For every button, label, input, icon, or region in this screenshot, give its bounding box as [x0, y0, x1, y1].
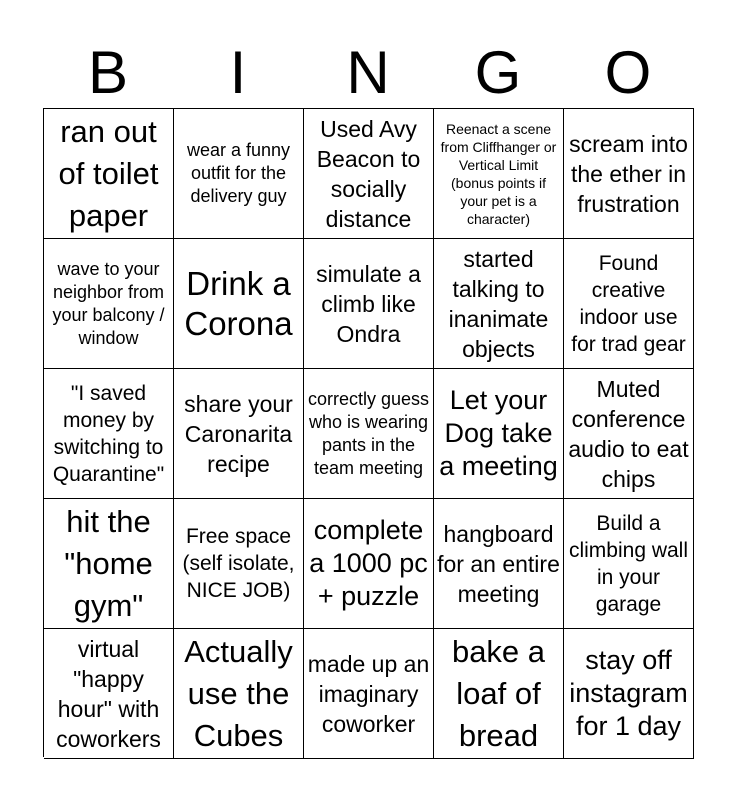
bingo-cell-text: "I saved money by switching to Quarantine"	[52, 381, 165, 486]
bingo-cell-text: Let your Dog take a meeting	[439, 385, 558, 481]
bingo-header	[43, 38, 693, 108]
bingo-cell-r3-c5[interactable]	[564, 369, 694, 499]
bingo-cell-text: ran out of toilet paper	[58, 113, 159, 233]
bingo-cell-r4-c2[interactable]	[174, 499, 304, 629]
bingo-cell-r2-c1[interactable]	[44, 239, 174, 369]
bingo-grid	[43, 108, 694, 757]
bingo-cell-text: made up an imaginary coworker	[307, 650, 430, 737]
bingo-cell-r2-c5[interactable]	[564, 239, 694, 369]
header-letter-i: I	[229, 39, 247, 106]
bingo-cell-r5-c5[interactable]	[564, 629, 694, 759]
bingo-cell-text: hit the "home gym"	[64, 503, 153, 623]
bingo-cell-text: hangboard for an entire meeting	[437, 520, 560, 607]
bingo-cell-text: virtual "happy hour" with coworkers	[56, 635, 161, 752]
bingo-cell-text: scream into the ether in frustration	[569, 130, 688, 217]
bingo-cell-text: bake a loaf of bread	[451, 633, 546, 753]
bingo-cell-r5-c2[interactable]	[174, 629, 304, 759]
bingo-cell-text: Reenact a scene from Cliffhanger or Vertical Limit (bonus points if your pet is a character)	[440, 120, 557, 227]
bingo-cell-text: correctly guess who is wearing pants in the team meeting	[307, 388, 430, 478]
bingo-cell-r1-c5[interactable]	[564, 109, 694, 239]
bingo-cell-r4-c1[interactable]	[44, 499, 174, 629]
bingo-cell-r2-c2[interactable]	[174, 239, 304, 369]
bingo-cell-r3-c2[interactable]	[174, 369, 304, 499]
bingo-cell-r2-c4[interactable]	[434, 239, 564, 369]
bingo-cell-r5-c4[interactable]	[434, 629, 564, 759]
bingo-cell-r4-c3[interactable]	[304, 499, 434, 629]
bingo-cell-r3-c1[interactable]	[44, 369, 174, 499]
bingo-cell-text: Actually use the Cubes	[184, 633, 293, 753]
bingo-cell-r3-c3[interactable]	[304, 369, 434, 499]
bingo-cell-text: Used Avy Beacon to socially distance	[316, 115, 421, 232]
bingo-cell-text: wave to your neighbor from your balcony / window	[52, 258, 165, 348]
bingo-cell-r4-c4[interactable]	[434, 499, 564, 629]
bingo-cell-text: Muted conference audio to eat chips	[568, 375, 689, 492]
bingo-cell-r3-c4[interactable]	[434, 369, 564, 499]
bingo-cell-text: complete a 1000 pc + puzzle	[309, 515, 428, 611]
bingo-cell-text: Build a climbing wall in your garage	[568, 511, 689, 616]
header-letter-g: G	[474, 39, 522, 106]
bingo-cell-r1-c2[interactable]	[174, 109, 304, 239]
bingo-cell-r1-c1[interactable]	[44, 109, 174, 239]
bingo-cell-r5-c3[interactable]	[304, 629, 434, 759]
bingo-cell-text: share your Caronarita recipe	[184, 390, 293, 477]
bingo-cell-text: simulate a climb like Ondra	[316, 260, 421, 347]
bingo-cell-r1-c3[interactable]	[304, 109, 434, 239]
header-letter-n: N	[346, 39, 390, 106]
bingo-cell-text: wear a funny outfit for the delivery guy	[186, 140, 291, 206]
bingo-cell-r2-c3[interactable]	[304, 239, 434, 369]
header-letter-b: B	[87, 39, 129, 106]
bingo-cell-r1-c4[interactable]	[434, 109, 564, 239]
bingo-cell-text: Free space (self isolate, NICE JOB)	[182, 525, 295, 602]
bingo-cell-text: Found creative indoor use for trad gear	[571, 251, 686, 356]
bingo-cell-r5-c1[interactable]	[44, 629, 174, 759]
bingo-cell-text: stay off instagram for 1 day	[569, 645, 688, 741]
bingo-cell-r4-c5[interactable]	[564, 499, 694, 629]
header-letter-o: O	[604, 39, 652, 106]
bingo-cell-text: started talking to inanimate objects	[448, 245, 549, 362]
bingo-cell-text: Drink a Corona	[184, 264, 293, 342]
